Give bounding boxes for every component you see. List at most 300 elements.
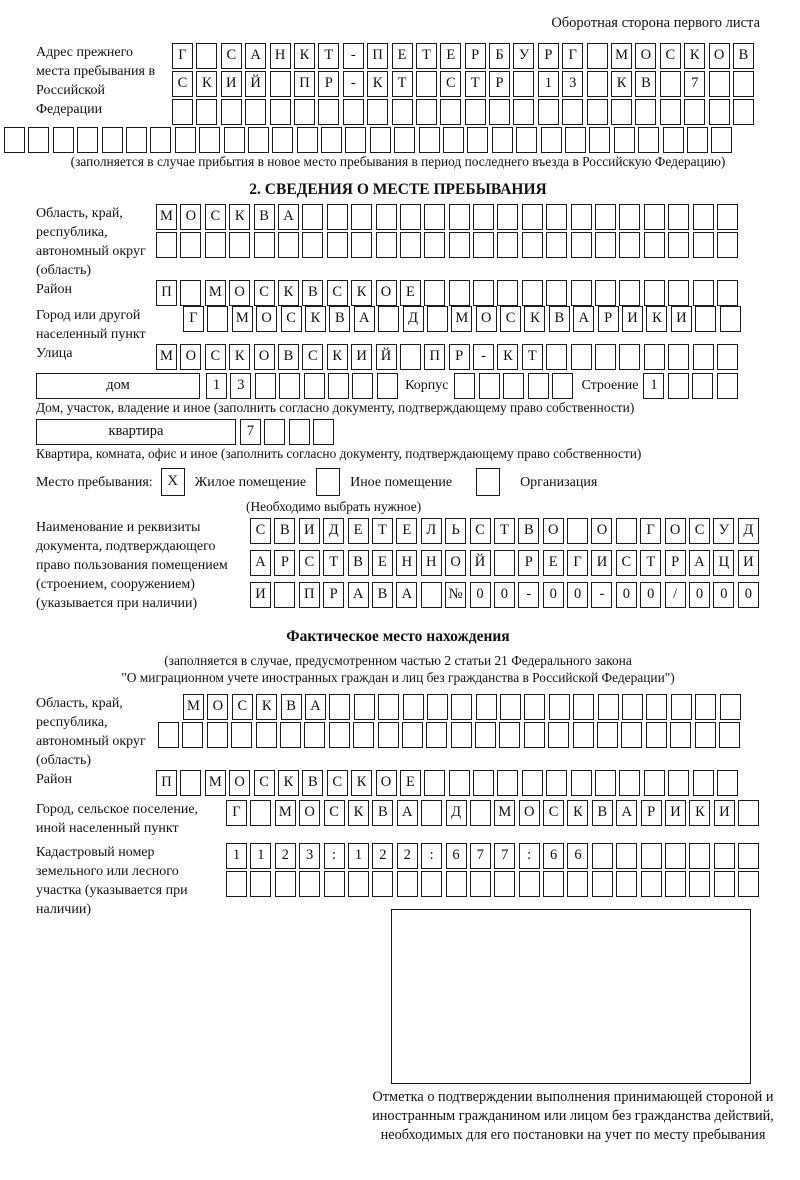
char-box: Т [323,550,344,576]
char-box: А [305,694,326,720]
char-box [665,871,686,897]
char-box [352,373,373,399]
char-box [738,871,759,897]
house-row [36,373,760,399]
char-box [513,71,534,97]
char-box [646,722,667,748]
char-box: С [205,204,226,230]
char-box [489,99,510,125]
char-box: О [254,344,275,370]
char-box [321,127,342,153]
char-box: Р [318,71,339,97]
char-box: - [343,43,364,69]
char-box [738,843,759,869]
char-box [714,843,735,869]
char-box: 7 [684,71,705,97]
char-box [595,280,616,306]
document-row-1 [250,518,762,544]
char-box: Н [270,43,291,69]
region-row-1 [156,204,741,230]
char-box: 2 [397,843,418,869]
char-box: М [156,344,177,370]
char-box [646,694,667,720]
char-box [446,871,467,897]
char-box [587,43,608,69]
char-box: С [250,518,271,544]
actual-region-row-1 [183,694,744,720]
char-box [172,99,193,125]
actual-location-note-2: "О миграционном учете иностранных граждан и лиц без гражданства в Российской Федерации") [121,670,675,685]
char-box [473,204,494,230]
char-box [397,871,418,897]
char-box [470,800,491,826]
stamp-area [372,909,800,1145]
char-box [254,232,275,258]
char-box [497,232,518,258]
char-box [378,306,399,332]
char-box [270,71,291,97]
char-box [668,373,689,399]
char-box [351,232,372,258]
prev-address-row-3 [172,99,757,125]
char-box: - [343,71,364,97]
char-box [221,99,242,125]
char-box: В [518,518,539,544]
char-box: В [733,43,754,69]
prev-address-row-1 [172,43,757,69]
char-box [28,127,49,153]
char-box: 1 [206,373,227,399]
char-box [400,344,421,370]
char-box: Б [489,43,510,69]
char-box: Р [641,800,662,826]
char-box [416,99,437,125]
actual-region-row [36,694,760,770]
char-box: Ь [445,518,466,544]
char-box: С [254,770,275,796]
char-box: / [665,582,686,608]
char-box [274,582,295,608]
prev-address-block [36,43,760,125]
cadastral-label: Кадастровый номер земельного или лесного участка (указывается при наличии) [36,845,188,917]
char-box [671,694,692,720]
char-box [294,99,315,125]
stay-type-option-organization: Организация [520,474,598,490]
char-box [500,694,521,720]
street-row [36,344,760,370]
prev-address-row-2 [172,71,757,97]
char-box [427,306,448,332]
document-row-3 [250,582,762,608]
char-box: И [221,71,242,97]
char-box [272,127,293,153]
char-box [660,71,681,97]
region-row-2 [156,232,741,258]
char-box [522,232,543,258]
char-box [638,127,659,153]
char-box [587,99,608,125]
char-box [693,344,714,370]
char-box: Р [465,43,486,69]
actual-region-row-2 [158,722,744,748]
actual-district-boxes [156,770,741,796]
char-box [229,232,250,258]
char-box [231,722,252,748]
char-box: - [473,344,494,370]
char-box [343,99,364,125]
char-box: 7 [494,843,515,869]
char-box [278,232,299,258]
char-box: С [254,280,275,306]
char-box [528,373,549,399]
stay-type-checkbox-organization [476,468,500,496]
char-box [318,99,339,125]
char-box: 1 [643,373,664,399]
char-box: О [476,306,497,332]
char-box: А [396,582,417,608]
char-box: К [348,800,369,826]
char-box: Й [245,71,266,97]
char-box: О [635,43,656,69]
char-box: К [278,770,299,796]
char-box [619,280,640,306]
char-box [687,127,708,153]
char-box [644,232,665,258]
char-box [595,204,616,230]
char-box: Й [470,550,491,576]
char-box: С [327,280,348,306]
char-box: О [180,204,201,230]
char-box [541,127,562,153]
char-box: Г [183,306,204,332]
char-box [207,306,228,332]
actual-region-grid [156,694,744,748]
char-box: № [445,582,466,608]
char-box: О [256,306,277,332]
char-box [419,127,440,153]
char-box [473,770,494,796]
char-box [400,232,421,258]
char-box: В [302,770,323,796]
char-box: Р [598,306,619,332]
char-box: 0 [640,582,661,608]
char-box [196,43,217,69]
char-box: К [229,204,250,230]
char-box [567,518,588,544]
char-box [573,694,594,720]
char-box [733,99,754,125]
char-box [494,550,515,576]
char-box: 3 [230,373,251,399]
char-box: И [250,582,271,608]
char-box [207,722,228,748]
char-box: 1 [348,843,369,869]
char-box: О [229,280,250,306]
char-box [377,373,398,399]
char-box [571,232,592,258]
char-box [670,722,691,748]
korpus-label: Корпус [405,378,449,393]
char-box: В [278,344,299,370]
char-box [353,722,374,748]
char-box: Р [274,550,295,576]
char-box: - [518,582,539,608]
char-box: О [665,518,686,544]
char-box [156,232,177,258]
char-box [513,99,534,125]
char-box: Е [392,43,413,69]
char-box [524,722,545,748]
char-box [4,127,25,153]
char-box [693,770,714,796]
apartment-widebox: квартира [36,419,236,445]
char-box: 0 [494,582,515,608]
char-box [351,204,372,230]
char-box [719,722,740,748]
char-box [394,127,415,153]
char-box [567,871,588,897]
char-box [465,99,486,125]
char-box [546,344,567,370]
char-box: Т [392,71,413,97]
actual-district-row [36,770,760,796]
char-box: Т [372,518,393,544]
char-box [595,232,616,258]
char-box [297,127,318,153]
actual-district-label: Район [36,772,72,787]
char-box [668,280,689,306]
char-box: И [738,550,759,576]
char-box [516,127,537,153]
char-box [522,770,543,796]
street-boxes [156,344,741,370]
char-box [180,280,201,306]
char-box: Г [562,43,583,69]
char-box: К [327,344,348,370]
char-box [693,232,714,258]
char-box: О [180,344,201,370]
char-box: И [671,306,692,332]
char-box [497,204,518,230]
char-box [622,694,643,720]
char-box [619,770,640,796]
char-box [302,204,323,230]
char-box: 1 [226,843,247,869]
char-box [324,871,345,897]
char-box [546,280,567,306]
char-box: 0 [470,582,491,608]
char-box [440,99,461,125]
char-box [595,770,616,796]
prev-address-note: (заполняется в случае прибытия в новое место пребывания в период последнего въезда в Российскую Федерацию) [70,154,726,169]
char-box [492,127,513,153]
char-box: О [376,280,397,306]
char-box [692,373,713,399]
char-box [717,344,738,370]
char-box [635,99,656,125]
char-box: Е [543,550,564,576]
char-box [695,694,716,720]
char-box: Д [403,306,424,332]
char-box [644,344,665,370]
char-box [313,419,334,445]
char-box [644,770,665,796]
char-box [479,373,500,399]
prev-address-row-4 [4,127,760,153]
char-box: К [305,306,326,332]
char-box: О [229,770,250,796]
char-box: Д [738,518,759,544]
char-box [619,204,640,230]
char-box: М [232,306,253,332]
char-box: И [622,306,643,332]
char-box: 2 [372,843,393,869]
char-box: С [172,71,193,97]
actual-city-row [36,800,760,838]
char-box: 0 [689,582,710,608]
stay-type-label: Место пребывания: [36,474,153,490]
char-box: В [592,800,613,826]
char-box: А [616,800,637,826]
char-box: К [611,71,632,97]
char-box [644,204,665,230]
apartment-row [36,419,760,445]
char-box [205,232,226,258]
char-box: 6 [446,843,467,869]
char-box [571,344,592,370]
char-box [717,770,738,796]
char-box: Т [522,344,543,370]
char-box [660,99,681,125]
char-box [443,127,464,153]
char-box: Ц [713,550,734,576]
char-box: В [274,518,295,544]
char-box [689,871,710,897]
char-box [693,204,714,230]
street-label: Улица [36,346,73,361]
char-box: Д [323,518,344,544]
char-box [451,694,472,720]
char-box [571,204,592,230]
char-box: М [183,694,204,720]
char-box: К [229,344,250,370]
char-box: В [254,204,275,230]
char-box [150,127,171,153]
cadastral-row-1 [226,843,763,869]
char-box [289,419,310,445]
char-box [587,71,608,97]
char-box [663,127,684,153]
char-box: К [278,280,299,306]
char-box [275,871,296,897]
stay-type-note: (Необходимо выбрать нужное) [246,499,422,514]
actual-location-title: Фактическое место нахождения [286,628,510,645]
char-box [250,800,271,826]
apartment-note: Квартира, комната, офис и иное (заполнить согласно документу, подтверждающему право собственности) [36,446,642,461]
char-box: М [275,800,296,826]
char-box: А [354,306,375,332]
char-box [424,770,445,796]
char-box [549,694,570,720]
char-box: К [567,800,588,826]
char-box [329,722,350,748]
char-box: Е [400,280,421,306]
char-box: К [689,800,710,826]
char-box [562,99,583,125]
char-box: О [519,800,540,826]
char-box: И [299,518,320,544]
char-box: А [573,306,594,332]
cadastral-grid [226,843,763,897]
char-box [175,127,196,153]
char-box: Л [421,518,442,544]
district-label: Район [36,282,72,297]
char-box: Д [446,800,467,826]
stroenie-boxes [643,373,741,399]
char-box: 0 [616,582,637,608]
char-box [571,280,592,306]
char-box [548,722,569,748]
char-box [77,127,98,153]
char-box [402,722,423,748]
char-box: С [660,43,681,69]
char-box [327,232,348,258]
char-box [546,204,567,230]
char-box [270,99,291,125]
char-box [733,71,754,97]
char-box: И [351,344,372,370]
korpus-boxes [454,373,576,399]
char-box [427,694,448,720]
char-box [499,722,520,748]
char-box: 0 [713,582,734,608]
char-box [619,232,640,258]
char-box: С [543,800,564,826]
char-box: С [616,550,637,576]
char-box: 0 [567,582,588,608]
char-box: 6 [543,843,564,869]
char-box: С [327,770,348,796]
stroenie-label: Строение [581,378,639,393]
char-box [546,232,567,258]
char-box [597,722,618,748]
char-box: И [714,800,735,826]
char-box [565,127,586,153]
char-box [392,99,413,125]
char-box [476,694,497,720]
char-box: В [635,71,656,97]
city-label: Город или другой населенный пункт [36,308,146,342]
house-widebox: дом [36,373,200,399]
char-box: 0 [738,582,759,608]
char-box [426,722,447,748]
char-box: М [611,43,632,69]
stay-type-option-other: Иное помещение [350,474,453,490]
char-box: Е [372,550,393,576]
char-box [473,232,494,258]
char-box [424,280,445,306]
char-box: С [205,344,226,370]
char-box: С [281,306,302,332]
char-box: К [256,694,277,720]
char-box: О [376,770,397,796]
char-box: К [367,71,388,97]
region-row [36,204,760,280]
region-label: Область, край, республика, автономный округ (область) [36,206,146,278]
char-box: С [299,550,320,576]
char-box: Р [489,71,510,97]
char-box: : [519,843,540,869]
